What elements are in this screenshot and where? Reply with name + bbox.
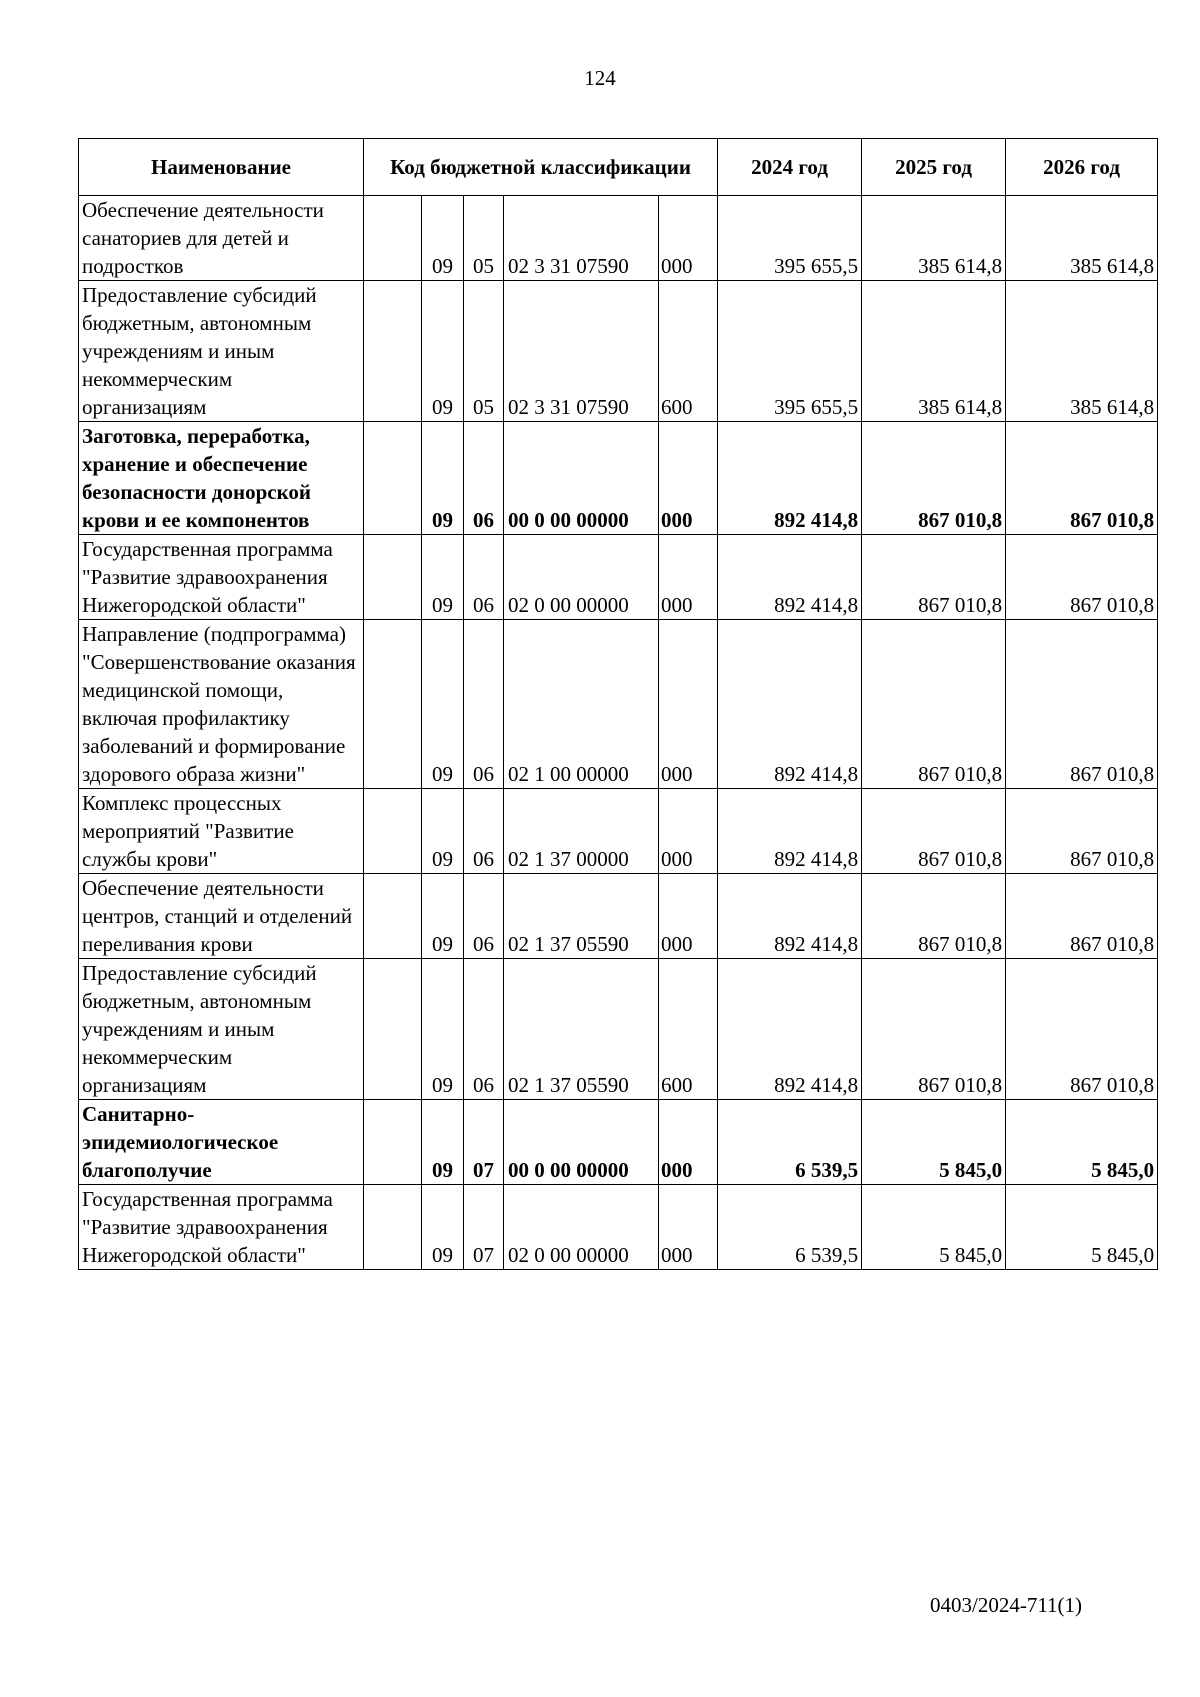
row-section-code: 09: [422, 789, 464, 874]
row-grbs-code: [364, 789, 422, 874]
table-row: [79, 620, 1158, 789]
row-name: Заготовка, переработка, хранение и обеспечение безопасности донорской крови и ее компонентов: [79, 422, 364, 535]
table-body: [79, 196, 1158, 1270]
row-expense-type-code: 000: [659, 196, 718, 281]
row-grbs-code: [364, 1100, 422, 1185]
row-section-code: 09: [422, 196, 464, 281]
row-name: Комплекс процессных мероприятий "Развитие службы крови": [79, 789, 364, 874]
row-amount-2025: 867 010,8: [862, 620, 1006, 789]
row-amount-2026: 867 010,8: [1006, 874, 1158, 959]
row-target-article-code: 02 3 31 07590: [504, 196, 659, 281]
row-target-article-code: 00 0 00 00000: [504, 1100, 659, 1185]
row-subsection-code: 06: [464, 874, 504, 959]
row-expense-type-code: 000: [659, 620, 718, 789]
row-section-code: 09: [422, 281, 464, 422]
row-amount-2025: 867 010,8: [862, 789, 1006, 874]
row-grbs-code: [364, 620, 422, 789]
row-amount-2025: 867 010,8: [862, 535, 1006, 620]
row-expense-type-code: 000: [659, 874, 718, 959]
table-header-row: [79, 139, 1158, 196]
row-section-code: 09: [422, 1185, 464, 1270]
page-number: 124: [584, 66, 616, 90]
row-subsection-code: 06: [464, 422, 504, 535]
row-expense-type-code: 000: [659, 1185, 718, 1270]
row-amount-2024: 6 539,5: [718, 1100, 862, 1185]
row-target-article-code: 02 1 37 00000: [504, 789, 659, 874]
row-section-code: 09: [422, 620, 464, 789]
row-amount-2024: 892 414,8: [718, 874, 862, 959]
row-subsection-code: 07: [464, 1185, 504, 1270]
row-amount-2026: 385 614,8: [1006, 196, 1158, 281]
row-target-article-code: 02 1 37 05590: [504, 874, 659, 959]
row-subsection-code: 05: [464, 196, 504, 281]
row-amount-2026: 867 010,8: [1006, 789, 1158, 874]
row-amount-2025: 385 614,8: [862, 281, 1006, 422]
row-grbs-code: [364, 196, 422, 281]
row-grbs-code: [364, 874, 422, 959]
table-row: [79, 789, 1158, 874]
row-amount-2025: 867 010,8: [862, 874, 1006, 959]
row-expense-type-code: 000: [659, 789, 718, 874]
row-target-article-code: 00 0 00 00000: [504, 422, 659, 535]
row-subsection-code: 06: [464, 789, 504, 874]
row-subsection-code: 06: [464, 620, 504, 789]
row-name: Обеспечение деятельности санаториев для детей и подростков: [79, 196, 364, 281]
row-subsection-code: 07: [464, 1100, 504, 1185]
row-name: Санитарно-эпидемиологическое благополучие: [79, 1100, 364, 1185]
row-amount-2026: 867 010,8: [1006, 959, 1158, 1100]
row-expense-type-code: 000: [659, 535, 718, 620]
table-row: [79, 1185, 1158, 1270]
header-name: Наименование: [79, 139, 364, 196]
table-row: [79, 535, 1158, 620]
header-2025: 2025 год: [862, 139, 1006, 196]
row-amount-2025: 5 845,0: [862, 1185, 1006, 1270]
row-grbs-code: [364, 1185, 422, 1270]
row-amount-2025: 5 845,0: [862, 1100, 1006, 1185]
row-amount-2026: 867 010,8: [1006, 535, 1158, 620]
header-code: Код бюджетной классификации: [364, 139, 718, 196]
row-section-code: 09: [422, 535, 464, 620]
row-grbs-code: [364, 281, 422, 422]
row-expense-type-code: 600: [659, 959, 718, 1100]
document-number: 0403/2024-711(1): [930, 1593, 1083, 1617]
row-amount-2025: 867 010,8: [862, 422, 1006, 535]
row-section-code: 09: [422, 959, 464, 1100]
row-expense-type-code: 600: [659, 281, 718, 422]
row-name: Государственная программа "Развитие здравоохранения Нижегородской области": [79, 1185, 364, 1270]
row-target-article-code: 02 1 00 00000: [504, 620, 659, 789]
row-amount-2024: 6 539,5: [718, 1185, 862, 1270]
row-name: Государственная программа "Развитие здравоохранения Нижегородской области": [79, 535, 364, 620]
row-subsection-code: 05: [464, 281, 504, 422]
table-row: [79, 874, 1158, 959]
header-2024: 2024 год: [718, 139, 862, 196]
row-subsection-code: 06: [464, 535, 504, 620]
row-amount-2024: 395 655,5: [718, 281, 862, 422]
row-amount-2024: 892 414,8: [718, 422, 862, 535]
header-2026: 2026 год: [1006, 139, 1158, 196]
row-subsection-code: 06: [464, 959, 504, 1100]
row-expense-type-code: 000: [659, 422, 718, 535]
row-amount-2024: 892 414,8: [718, 959, 862, 1100]
row-name: Предоставление субсидий бюджетным, автономным учреждениям и иным некоммерческим организациям: [79, 959, 364, 1100]
row-section-code: 09: [422, 422, 464, 535]
row-grbs-code: [364, 535, 422, 620]
row-target-article-code: 02 0 00 00000: [504, 535, 659, 620]
row-amount-2024: 892 414,8: [718, 620, 862, 789]
row-amount-2026: 385 614,8: [1006, 281, 1158, 422]
row-amount-2026: 867 010,8: [1006, 422, 1158, 535]
table-row: [79, 959, 1158, 1100]
row-amount-2026: 5 845,0: [1006, 1100, 1158, 1185]
row-amount-2024: 892 414,8: [718, 789, 862, 874]
row-amount-2026: 5 845,0: [1006, 1185, 1158, 1270]
row-name: Направление (подпрограмма) "Совершенствование оказания медицинской помощи, включая профилактику заболеваний и формирование здорового образа жизни": [79, 620, 364, 789]
row-grbs-code: [364, 959, 422, 1100]
row-amount-2024: 395 655,5: [718, 196, 862, 281]
table-row: [79, 1100, 1158, 1185]
row-amount-2026: 867 010,8: [1006, 620, 1158, 789]
row-grbs-code: [364, 422, 422, 535]
row-amount-2024: 892 414,8: [718, 535, 862, 620]
row-target-article-code: 02 3 31 07590: [504, 281, 659, 422]
table-row: [79, 422, 1158, 535]
row-section-code: 09: [422, 1100, 464, 1185]
row-target-article-code: 02 1 37 05590: [504, 959, 659, 1100]
row-target-article-code: 02 0 00 00000: [504, 1185, 659, 1270]
row-amount-2025: 385 614,8: [862, 196, 1006, 281]
budget-table: [78, 138, 1158, 1270]
row-name: Предоставление субсидий бюджетным, автономным учреждениям и иным некоммерческим организациям: [79, 281, 364, 422]
table-row: [79, 281, 1158, 422]
table-row: [79, 196, 1158, 281]
row-section-code: 09: [422, 874, 464, 959]
row-amount-2025: 867 010,8: [862, 959, 1006, 1100]
row-name: Обеспечение деятельности центров, станций и отделений переливания крови: [79, 874, 364, 959]
row-expense-type-code: 000: [659, 1100, 718, 1185]
